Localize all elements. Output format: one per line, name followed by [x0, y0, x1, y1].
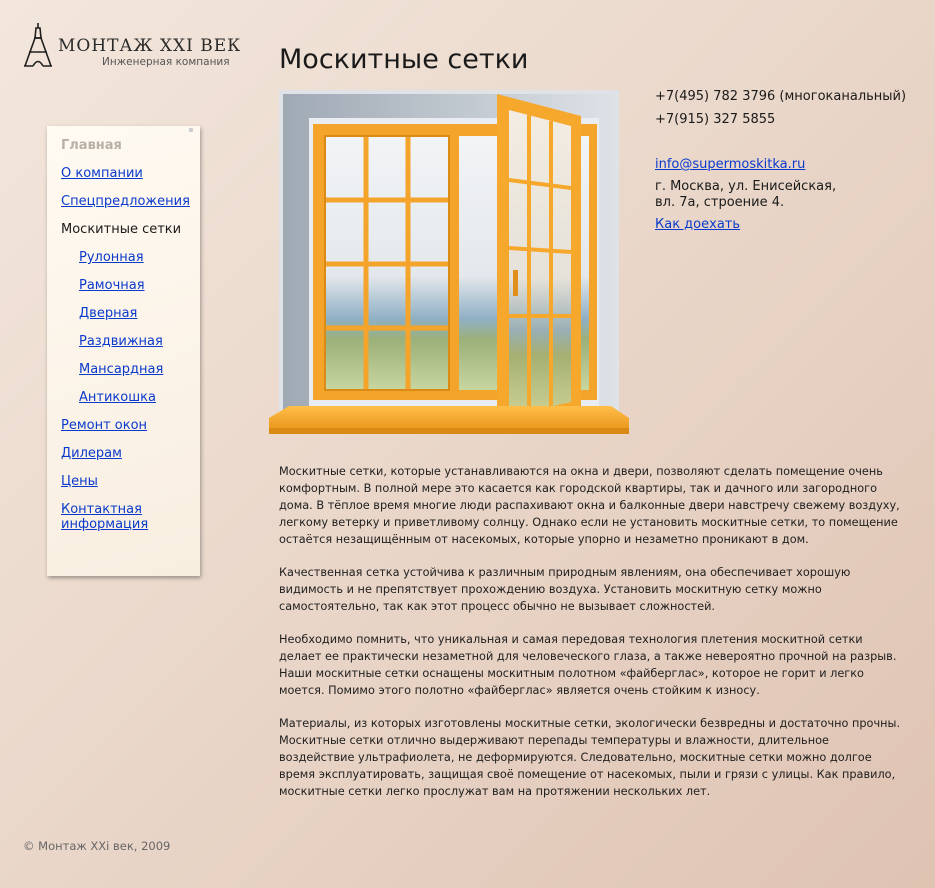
nav-repair-link[interactable]: Ремонт окон [61, 418, 148, 433]
nav-item-prices[interactable] [61, 474, 98, 489]
nav-attic-link[interactable]: Мансардная [79, 362, 164, 377]
nav-item-nets [61, 222, 181, 237]
nav-roll-link[interactable]: Рулонная [79, 250, 144, 265]
article-paragraph-1: Москитные сетки, которые устанавливаются на окна и двери, позволяют сделать помещение очень комфортным. В полной мере это касается как городской квартиры, так и дачного или загородного дома. В тёплое время многие люди распахивают окна и балконные двери навстречу свежему воздуху, легкому ветерку и приветливому солнцу. Однако если не установить москитные сетки, то помещение остаётся незащищённым от насекомых, которые упорно и незаметно проникают в дом. [279, 465, 900, 546]
nav-item-home [61, 138, 122, 153]
article-paragraph-4: Материалы, из которых изготовлены москитные сетки, экологически безвредны и достаточно прочны. Москитные сетки отлично выдерживают перепады температуры и влажности, длительное воздействие ультрафиолета, не деформируются. Следовательно, москитные сетки можно долгое время эксплуатировать, защищая своё помещение от насекомых, пыли и грязи с улицы. Как правило, москитные сетки легко прослужат вам на протяжении нескольких лет. [279, 717, 901, 798]
article-paragraph-3: Необходимо помнить, что уникальная и самая передовая технология плетения москитной сетки делает ее практически незаметной для человеческого глаза, а также невероятно прочной на разрыв. Наши москитные сетки оснащены москитным полотном «файберглас», которое не горит и легко моется. Помимо этого полотно «файберглас» является очень стойким к износу. [279, 633, 897, 697]
address-line1: г. Москва, ул. Енисейская, [655, 179, 837, 194]
nav-contact-link[interactable] [61, 502, 148, 532]
nav-about-link[interactable]: О компании [61, 166, 143, 181]
nav-door-link[interactable]: Дверная [79, 306, 138, 321]
nav-item-dealers[interactable] [61, 446, 122, 461]
pin-icon [189, 128, 193, 132]
nav-contact-line1: Контактная [61, 502, 142, 517]
nav-contact-line2: информация [61, 517, 149, 532]
directions-link[interactable]: Как доехать [655, 217, 741, 232]
sidebar-nav [47, 126, 200, 576]
article-paragraph-2: Качественная сетка устойчива к различным природным явлениям, она обеспечивает хорошую видимость и не препятствует прохождению воздуха. Установить москитную сетку можно самостоятельно, так как этот процесс обычно не вызывает сложностей. [279, 566, 851, 613]
logo-subtitle: Инженерная компания [102, 56, 230, 68]
nav-item-repair[interactable] [61, 418, 147, 433]
window-illustration [269, 88, 631, 438]
page-title: Москитные сетки [279, 44, 529, 75]
nav-item-anticat[interactable] [79, 390, 156, 405]
article-body [279, 463, 906, 816]
logo[interactable] [24, 22, 242, 70]
nav-item-attic[interactable] [79, 362, 163, 377]
nav-dealers-link[interactable]: Дилерам [61, 446, 122, 461]
nav-home-label: Главная [61, 138, 122, 153]
logo-name: МОНТАЖ XXI ВЕК [58, 36, 242, 56]
phone-secondary: +7(915) 327 5855 [655, 112, 776, 127]
email-link[interactable]: info@supermoskitka.ru [655, 157, 806, 172]
footer-copyright: © Монтаж XXi век, 2009 [23, 839, 171, 853]
nav-specials-link[interactable]: Спецпредложения [61, 194, 190, 209]
nav-nets-current: Москитные сетки [61, 222, 182, 237]
nav-item-about[interactable] [61, 166, 143, 181]
nav-item-contact[interactable] [61, 502, 148, 532]
nav-item-sliding[interactable] [79, 334, 163, 349]
phone-primary: +7(495) 782 3796 (многоканальный) [655, 89, 907, 104]
nav-item-specials[interactable] [61, 194, 190, 209]
nav-anticat-link[interactable]: Антикошка [79, 390, 156, 405]
nav-item-roll[interactable] [79, 250, 144, 265]
eiffel-tower-icon [24, 22, 52, 68]
nav-item-frame[interactable] [79, 278, 145, 293]
nav-item-door[interactable] [79, 306, 137, 321]
nav-prices-link[interactable]: Цены [61, 474, 98, 489]
nav-sliding-link[interactable]: Раздвижная [79, 334, 163, 349]
nav-frame-link[interactable]: Рамочная [79, 278, 145, 293]
address-line2: вл. 7а, строение 4. [655, 195, 785, 210]
